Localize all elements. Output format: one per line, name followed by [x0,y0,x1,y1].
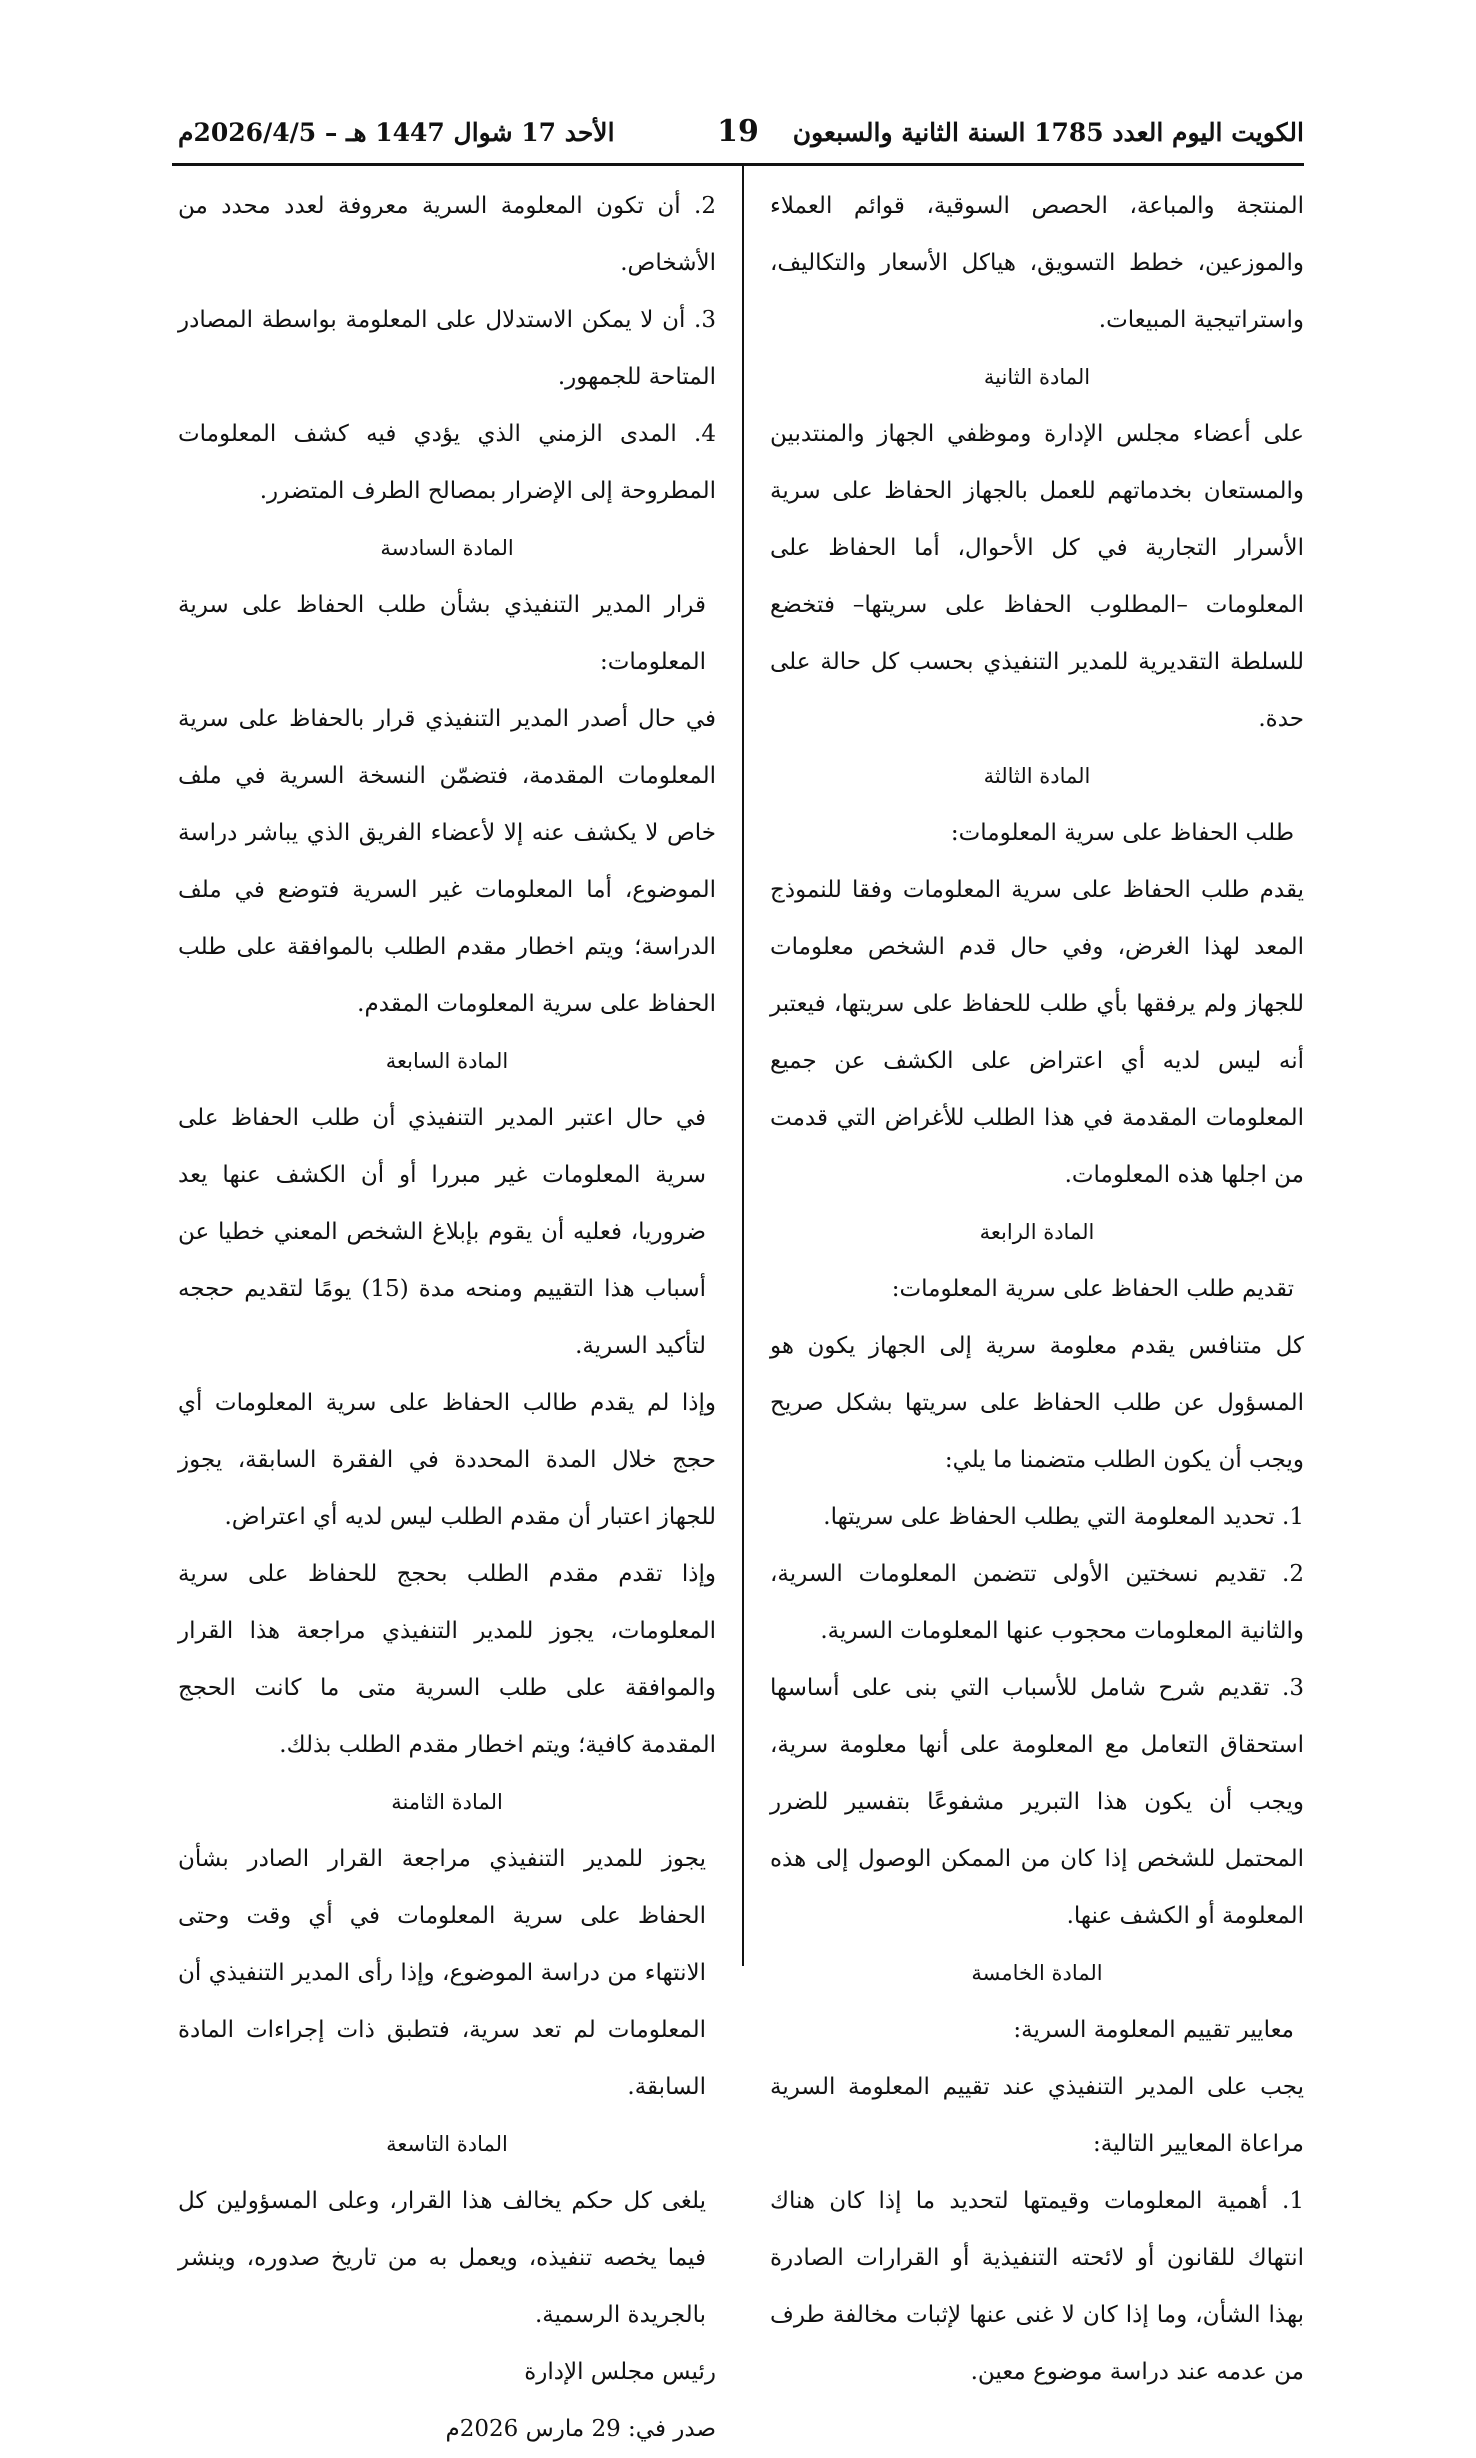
right-article-heading: المادة الثالثة [983,764,1091,788]
column-divider [742,166,744,1966]
right-paragraph: 3. تقديم شرح شامل للأسباب التي بنى على أساسها استحقاق التعامل مع المعلومة على أنها معلومة سرية، ويجب أن يكون هذا التبرير مشفوعًا بتفسير للضرر المحتمل للشخص إذا كان من الممكن الوصول إلى هذه المعلومة أو الكشف عنها. [770,1675,1304,1929]
left-paragraph: 3. أن لا يمكن الاستدلال على المعلومة بواسطة المصادر المتاحة للجمهور. [178,307,716,390]
left-paragraph: 2. أن تكون المعلومة السرية معروفة لعدد محدد من الأشخاص. [178,193,716,276]
right-column [770,178,1304,2401]
right-paragraph: على أعضاء مجلس الإدارة وموظفي الجهاز والمنتدبين والمستعان بخدماتهم للعمل بالجهاز الحفاظ على سرية الأسرار التجارية في كل الأحوال، أما الحفاظ على المعلومات –المطلوب الحفاظ على سريتها– فتخضع للسلطة التقديرية للمدير التنفيذي بحسب كل حالة على حدة. [770,421,1304,732]
left-article-heading: المادة السابعة [385,1049,509,1073]
right-paragraph: طلب الحفاظ على سرية المعلومات: [950,820,1294,846]
right-paragraph: يجب على المدير التنفيذي عند تقييم المعلومة السرية مراعاة المعايير التالية: [770,2074,1304,2157]
right-article-heading: المادة الثانية [983,365,1091,389]
right-article-heading: المادة الخامسة [971,1961,1103,1985]
right-paragraph: 1. تحديد المعلومة التي يطلب الحفاظ على سريتها. [823,1504,1304,1530]
header-divider [172,163,1304,166]
right-paragraph: 1. أهمية المعلومات وقيمتها لتحديد ما إذا كان هناك انتهاك للقانون أو لائحته التنفيذية أو القرارات الصادرة بهذا الشأن، وما إذا كان لا غنى عنها لإثبات مخالفة طرف من عدمه عند دراسة موضوع معين. [770,2188,1304,2385]
right-paragraph: معايير تقييم المعلومة السرية: [1013,2017,1294,2043]
left-paragraph: وإذا تقدم مقدم الطلب بحجج للحفاظ على سرية المعلومات، يجوز للمدير التنفيذي مراجعة هذا القرار والموافقة على طلب السرية متى ما كانت الحجج المقدمة كافية؛ ويتم اخطار مقدم الطلب بذلك. [178,1561,716,1758]
left-paragraph: 4. المدى الزمني الذي يؤدي فيه كشف المعلومات المطروحة إلى الإضرار بمصالح الطرف المتضرر. [178,421,716,504]
left-paragraph: في حال اعتبر المدير التنفيذي أن طلب الحفاظ على سرية المعلومات غير مبررا أو أن الكشف عنها يعد ضروريا، فعليه أن يقوم بإبلاغ الشخص المعني خطيا عن أسباب هذا التقييم ومنحه مدة (15) يومًا لتقديم حججه لتأكيد السرية. [178,1105,707,1359]
left-article-heading: المادة التاسعة [386,2132,508,2156]
left-paragraph: يلغى كل حكم يخالف هذا القرار، وعلى المسؤولين كل فيما يخصه تنفيذه، ويعمل به من تاريخ صدوره، وينشر بالجريدة الرسمية. [178,2188,706,2328]
header-date: الأحد 17 شوال 1447 هـ – 2026/4/5م [178,118,615,147]
right-paragraph: 2. تقديم نسختين الأولى تتضمن المعلومات السرية، والثانية المعلومات محجوب عنها المعلومات السرية. [770,1561,1304,1644]
right-paragraph: كل متنافس يقدم معلومة سرية إلى الجهاز يكون هو المسؤول عن طلب الحفاظ على سريتها بشكل صريح ويجب أن يكون الطلب متضمنا ما يلي: [770,1333,1304,1473]
left-paragraph: قرار المدير التنفيذي بشأن طلب الحفاظ على سرية المعلومات: [178,592,706,675]
header-publication-info: الكويت اليوم العدد 1785 السنة الثانية والسبعون [792,118,1304,147]
left-article-heading: المادة الثامنة [391,1790,503,1814]
left-paragraph: في حال أصدر المدير التنفيذي قرار بالحفاظ على سرية المعلومات المقدمة، فتضمّن النسخة السرية في ملف خاص لا يكشف عنه إلا لأعضاء الفريق الذي يباشر دراسة الموضوع، أما المعلومات غير السرية فتوضع في ملف الدراسة؛ ويتم اخطار مقدم الطلب بالموافقة على طلب الحفاظ على سرية المعلومات المقدم. [178,706,716,1017]
right-paragraph: يقدم طلب الحفاظ على سرية المعلومات وفقا للنموذج المعد لهذا الغرض، وفي حال قدم الشخص معلومات للجهاز ولم يرفقها بأي طلب للحفاظ على سريتها، فيعتبر أنه ليس لديه أي اعتراض على الكشف عن جميع المعلومات المقدمة في هذا الطلب للأغراض التي قدمت من اجلها هذه المعلومات. [770,877,1304,1188]
left-paragraph: وإذا لم يقدم طالب الحفاظ على سرية المعلومات أي حجج خلال المدة المحددة في الفقرة السابقة، يجوز للجهاز اعتبار أن مقدم الطلب ليس لديه أي اعتراض. [178,1390,716,1530]
left-paragraph: صدر في: 29 مارس 2026م [445,2416,716,2442]
right-article-heading: المادة الرابعة [979,1220,1095,1244]
left-paragraph: رئيس مجلس الإدارة [524,2359,716,2385]
left-article-heading: المادة السادسة [380,536,514,560]
page-number: 19 [717,114,759,149]
right-paragraph: المنتجة والمباعة، الحصص السوقية، قوائم العملاء والموزعين، خطط التسويق، هياكل الأسعار والتكاليف، واستراتيجية المبيعات. [770,193,1304,333]
left-column [178,178,716,2458]
left-paragraph: يجوز للمدير التنفيذي مراجعة القرار الصادر بشأن الحفاظ على سرية المعلومات في أي وقت وحتى الانتهاء من دراسة الموضوع، وإذا رأى المدير التنفيذي أن المعلومات لم تعد سرية، فتطبق ذات إجراءات المادة السابقة. [178,1846,706,2100]
right-paragraph: تقديم طلب الحفاظ على سرية المعلومات: [891,1276,1294,1302]
